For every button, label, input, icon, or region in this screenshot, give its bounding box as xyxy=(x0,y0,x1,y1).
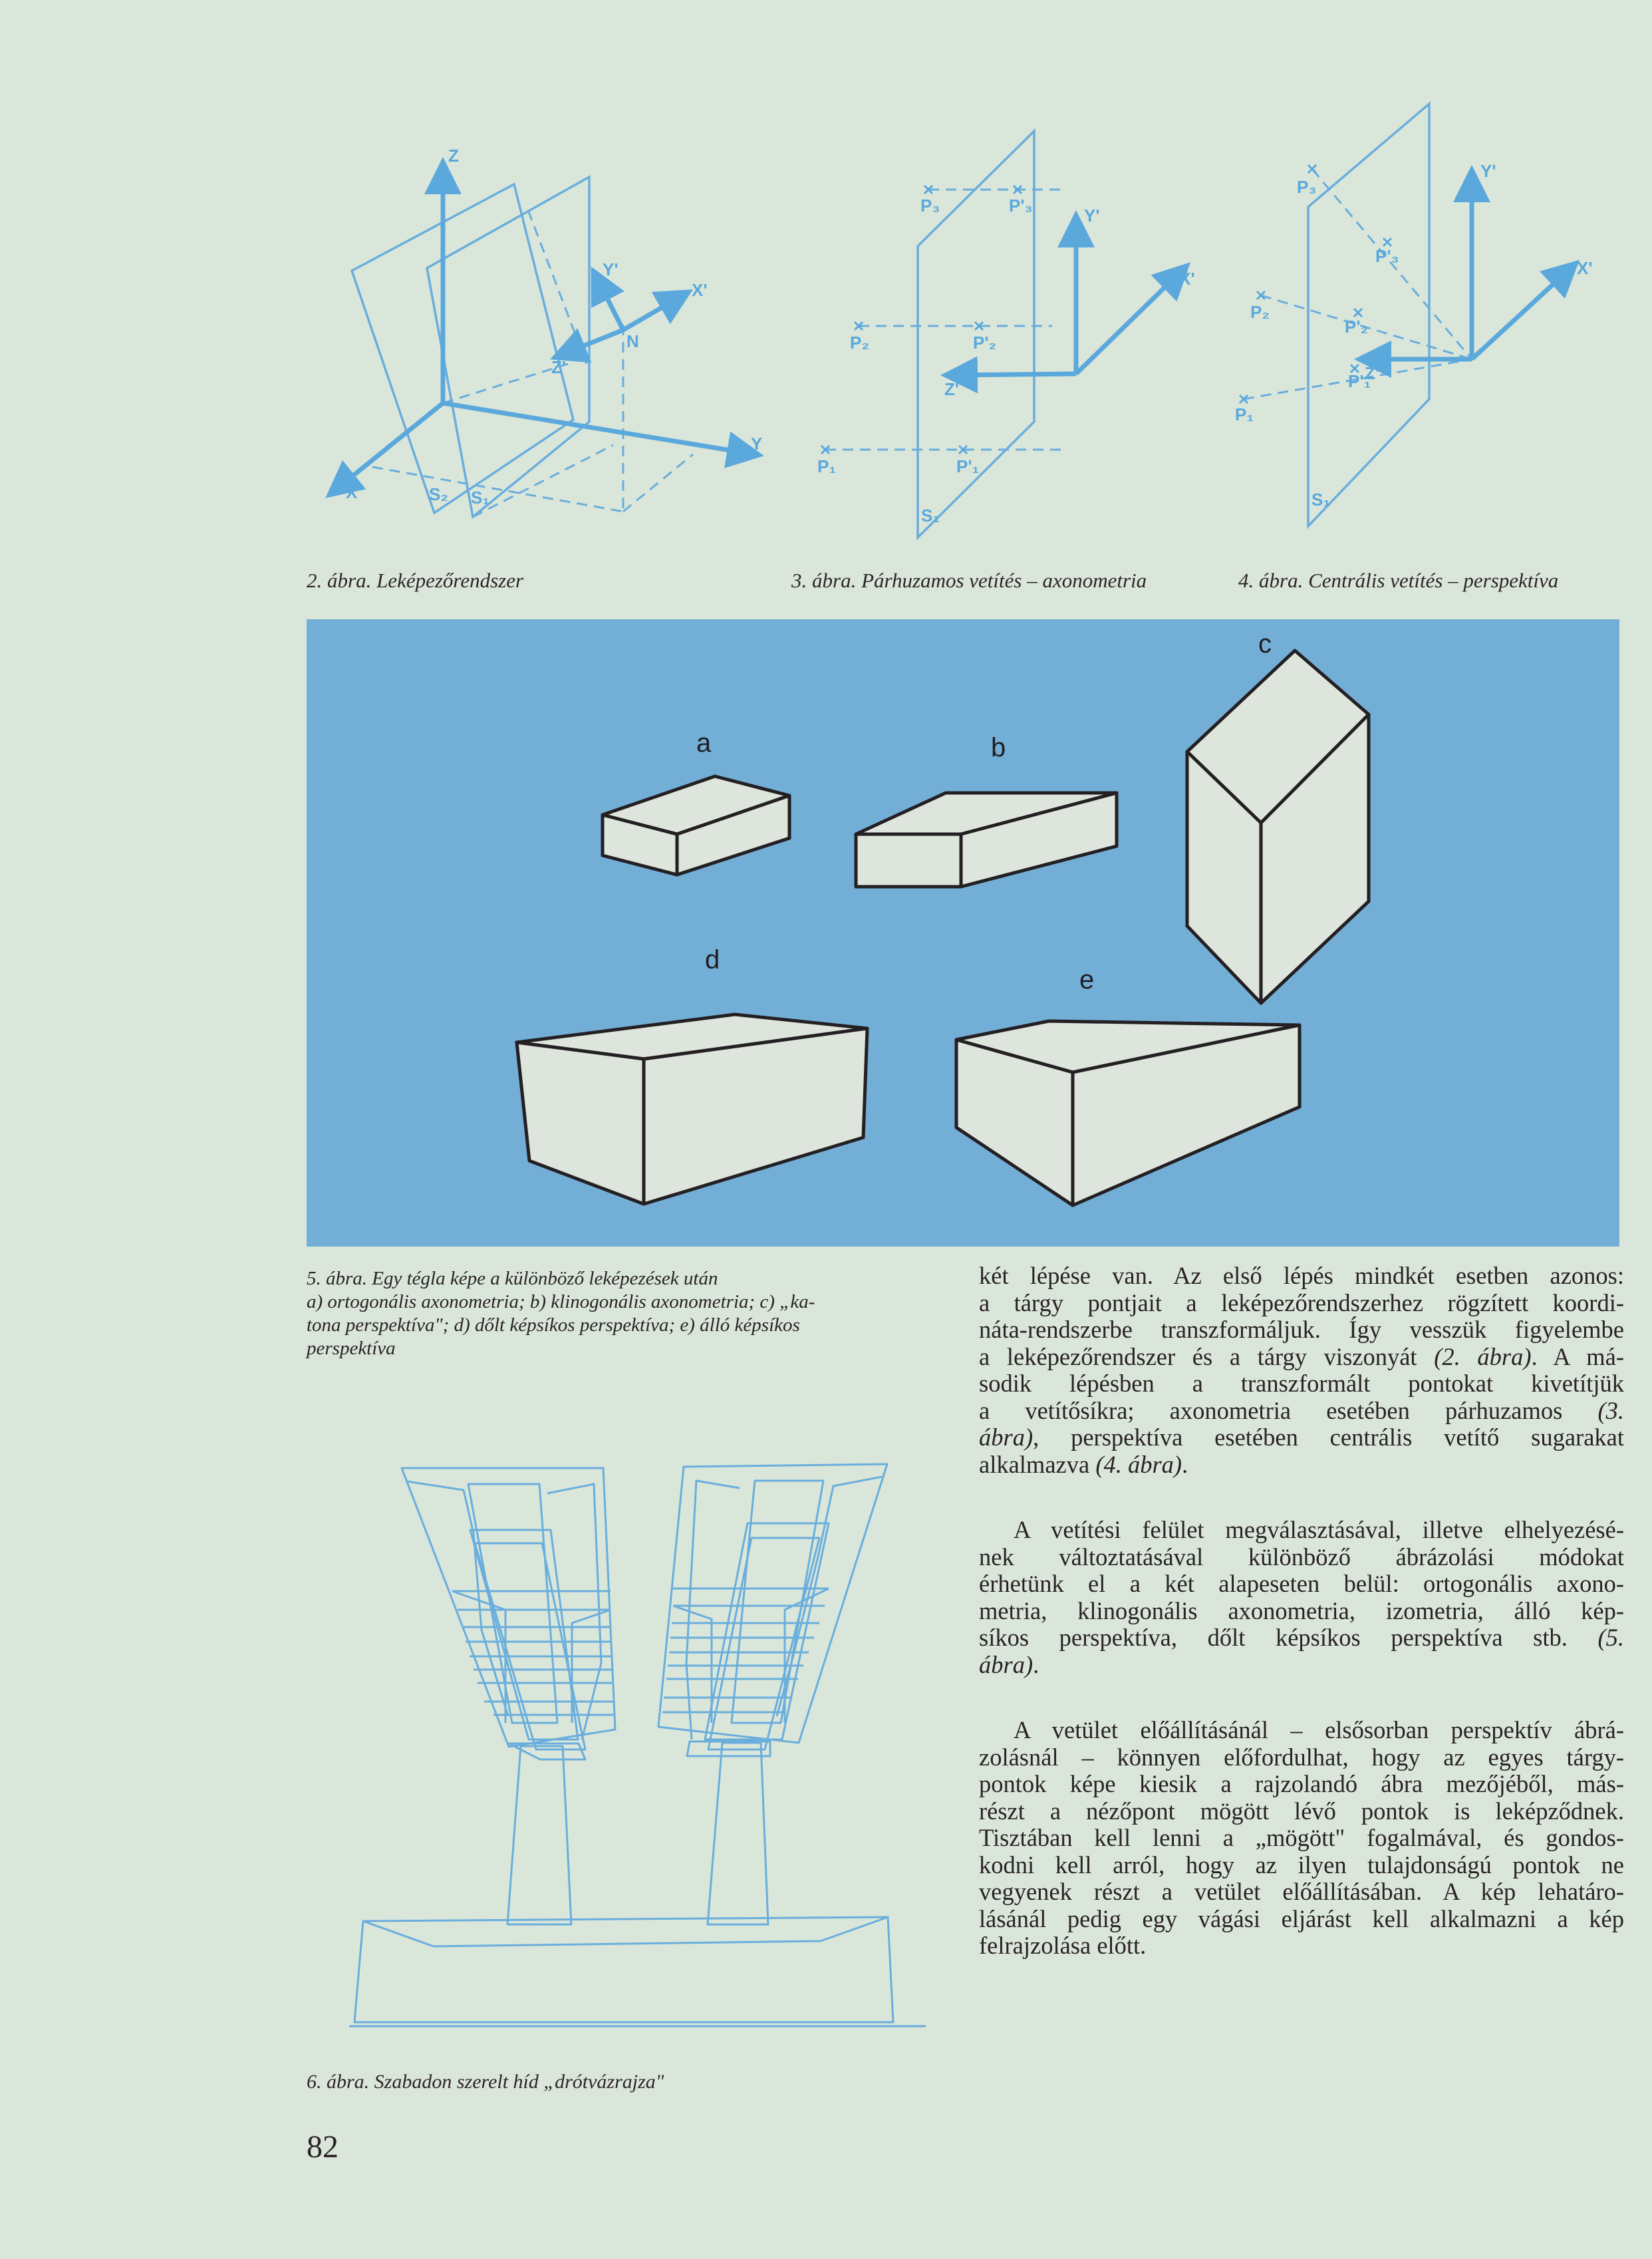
text-line: ábra). xyxy=(979,1650,1039,1678)
text-line: vegyenek részt a vetület előállításában. A kép lehatáro- xyxy=(979,1878,1624,1905)
text-line: nek változtatásával különböző ábrázolási módokat xyxy=(979,1543,1624,1571)
text-line: a vetítősíkra; axonometria esetében párhuzamos (3. xyxy=(979,1396,1624,1424)
text-line: alkalmazva (4. ábra). xyxy=(979,1450,1188,1478)
text-line: síkos perspektíva, dőlt képsíkos perspektíva stb. (5. xyxy=(979,1624,1624,1651)
fig3-label-p1: P₁ xyxy=(817,456,837,476)
fig2-label-x: X xyxy=(346,482,358,502)
box-e-label: e xyxy=(1079,965,1095,994)
box-a-label: a xyxy=(696,728,712,758)
box-d-label: d xyxy=(705,945,720,975)
bridge-pier-right xyxy=(687,1741,770,1924)
text-line: kodni kell arról, hogy az ilyen tulajdonságú pontok ne xyxy=(979,1851,1624,1879)
paragraph-3 xyxy=(979,1717,1624,1960)
text-line: a leképezőrendszer és a tárgy viszonyát (2. ábra). A má- xyxy=(979,1342,1625,1370)
fig4-label-p1-prime: P'₁ xyxy=(1348,371,1371,391)
text-line: érhetünk el a két alapeseten belül: ortogonális axono- xyxy=(979,1570,1624,1597)
figure-reference[interactable]: ábra) xyxy=(979,1424,1033,1451)
bridge-pier-left xyxy=(507,1743,585,1924)
fig6-caption: 6. ábra. Szabadon szerelt híd „drótvázrajza" xyxy=(307,2071,664,2093)
text-line: a tárgy pontjait a leképezőrendszerhez rögzített koordi- xyxy=(979,1288,1624,1316)
fig4-label-p3-prime: P'₃ xyxy=(1375,246,1399,266)
fig2-caption: 2. ábra. Leképezőrendszer xyxy=(307,569,524,592)
text-line: A vetület előállításánál – elsősorban perspektív ábrá- xyxy=(1014,1716,1624,1743)
fig4-label-p1: P₁ xyxy=(1235,404,1254,424)
fig3-label-y-prime: Y' xyxy=(1084,206,1100,226)
fig2-label-z-prime: Z' xyxy=(551,357,567,377)
paragraph-2 xyxy=(979,1517,1624,1678)
bridge-cantilever-right xyxy=(658,1464,887,1749)
box-b-label: b xyxy=(991,733,1006,762)
fig3-label-p2-prime: P'₂ xyxy=(973,333,997,353)
fig3-label-p3: P₃ xyxy=(920,196,940,216)
figure-reference[interactable]: (5. xyxy=(1597,1624,1624,1651)
bridge-base xyxy=(349,1917,926,2026)
fig4-label-z-prime: Z' xyxy=(1365,363,1380,383)
fig5-caption-line: perspektíva xyxy=(307,1338,396,1359)
fig3-label-p2: P₂ xyxy=(850,333,869,353)
figure-reference[interactable]: (4. ábra) xyxy=(1095,1450,1182,1478)
fig4-label-p2: P₂ xyxy=(1250,302,1270,322)
text-line: felrajzolása előtt. xyxy=(979,1932,1147,1959)
text-line: két lépése van. Az első lépés mindkét esetben azonos: xyxy=(979,1262,1624,1289)
text-line: náta-rendszerbe transzformáljuk. Így vesszük figyelembe xyxy=(979,1316,1624,1343)
fig2-label-s2: S₂ xyxy=(429,484,448,504)
text-line: metria, klinogonális axonometria, izometria, álló kép- xyxy=(979,1596,1624,1624)
fig5-caption-line: tona perspektíva"; d) dőlt képsíkos perspektíva; e) álló képsíkos xyxy=(307,1314,800,1336)
fig2-label-z: Z xyxy=(448,146,459,166)
text-line: pontok képe kiesik a rajzolandó ábra mezőjéből, más- xyxy=(979,1770,1624,1797)
fig4-label-s1: S₁ xyxy=(1311,490,1331,510)
bridge-cantilever-left xyxy=(402,1468,615,1749)
fig2-label-s1: S₁ xyxy=(471,488,490,508)
fig3-label-s1: S₁ xyxy=(921,506,940,526)
fig4-caption: 4. ábra. Centrális vetítés – perspektíva xyxy=(1238,569,1559,592)
fig3-label-p1-prime: P'₁ xyxy=(956,456,980,476)
text-line: Tisztában kell lenni a „mögött" fogalmával, és gondos- xyxy=(979,1824,1624,1851)
text-line: lásánál pedig egy vágási eljárást kell alkalmazni a kép xyxy=(979,1904,1624,1932)
fig2-label-n: N xyxy=(626,331,639,351)
text-line: zolásnál – könnyen előfordulhat, hogy az egyes tárgy- xyxy=(979,1743,1624,1771)
text-line: ábra), perspektíva esetében centrális vetítő sugarakat xyxy=(979,1424,1624,1451)
fig5-caption-line: 5. ábra. Egy tégla képe a különböző leképezések után xyxy=(307,1268,718,1289)
fig5-caption-line: a) ortogonális axonometria; b) klinogonális axonometria; c) „ka- xyxy=(307,1291,815,1312)
fig3-label-z-prime: Z' xyxy=(944,379,960,399)
figure-reference[interactable]: (3. xyxy=(1597,1396,1624,1424)
fig4-label-p3: P₃ xyxy=(1297,177,1317,197)
fig2-label-y-prime: Y' xyxy=(603,259,619,279)
fig3-label-p3-prime: P'₃ xyxy=(1009,196,1033,216)
text-line: A vetítési felület megválasztásával, illetve elhelyezésé- xyxy=(1014,1516,1624,1543)
figure-reference[interactable]: (2. ábra) xyxy=(1434,1342,1532,1370)
fig4-label-x-prime: X' xyxy=(1577,258,1593,278)
box-c-label: c xyxy=(1258,629,1272,659)
fig4-label-p2-prime: P'₂ xyxy=(1345,317,1369,337)
fig4-label-y-prime: Y' xyxy=(1480,161,1496,181)
body-text-column xyxy=(979,1263,1624,1960)
fig2-label-y: Y xyxy=(751,434,763,454)
text-line: sodik lépésben a transzformált pontokat kivetítjük xyxy=(979,1370,1624,1397)
page-number: 82 xyxy=(307,2129,339,2165)
figure-reference[interactable]: ábra) xyxy=(979,1650,1033,1678)
fig2-label-x-prime: X' xyxy=(692,280,708,300)
text-line: részt a nézőpont mögött lévő pontok is leképződnek. xyxy=(979,1797,1624,1825)
fig3-caption: 3. ábra. Párhuzamos vetítés – axonometria xyxy=(791,569,1147,592)
paragraph-1 xyxy=(979,1263,1624,1478)
fig3-label-x-prime: X' xyxy=(1179,269,1195,289)
